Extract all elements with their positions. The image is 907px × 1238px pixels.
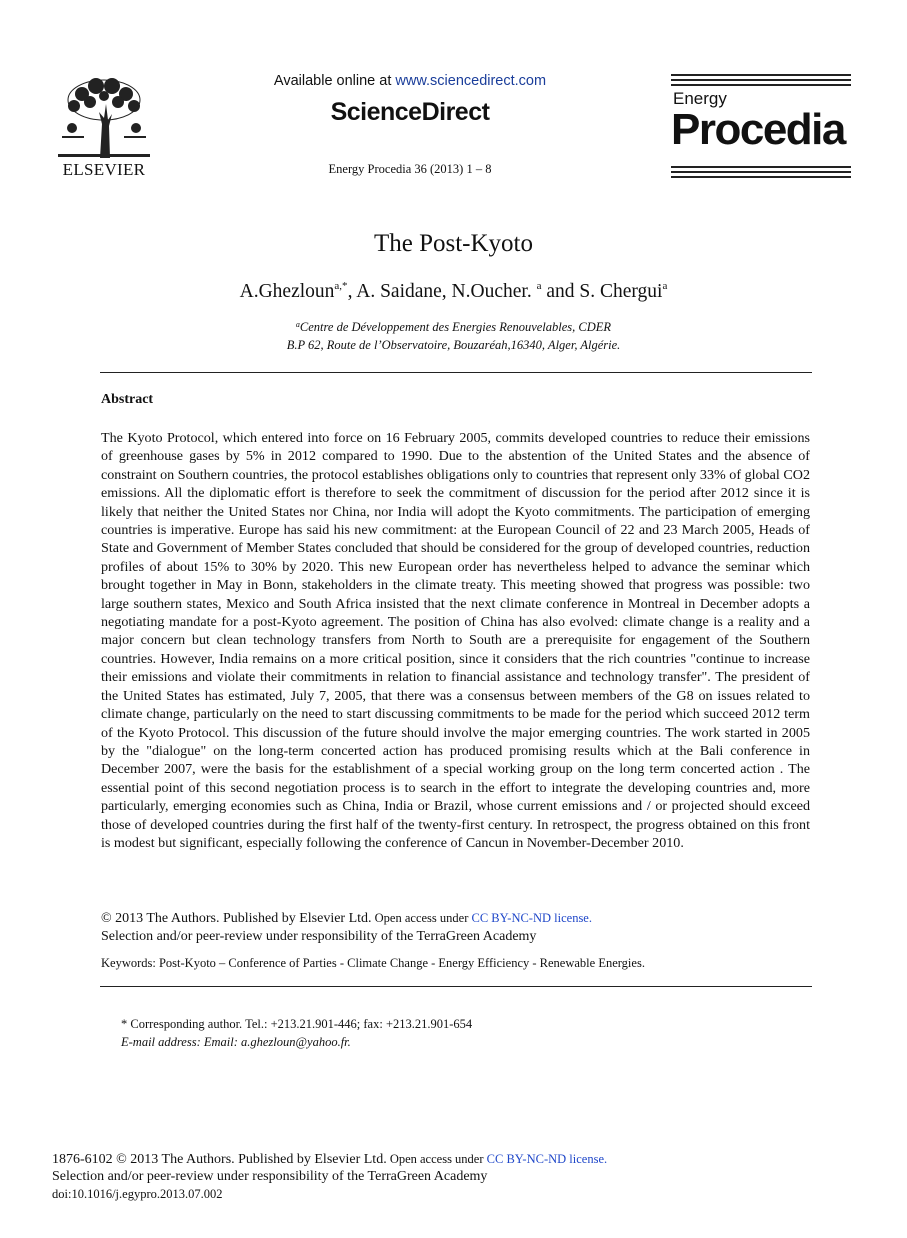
journal-logo-large: Procedia (671, 105, 845, 154)
abstract-text: The Kyoto Protocol, which entered into force on 16 February 2005, commits developed countries to reduce their emissions of greenhouse gases by 5% in 2012 compared to 1990. Due to the abstention of the United States and the absence of constraint on Southern countries, the protocol establishes obligations only to countries that represent only 33% of global CO2 emissions. All the diplomatic effort is therefore to seek the commitment of discussion for the period after 2012 since it is likely that neither the United States nor China, nor India will adopt the Kyoto commitments. The participation of emerging countries is imperative. Europe has said his new commitment: at the European Council of 22 and 23 March 2005, Heads of State and Government of Member States concluded that should be considered for the group of developed countries, reduction profiles of about 15% to 30% by 2020. This new European order has nevertheless helped to advance the seminar which brought together in May in Bonn, stakeholders in the climate treaty. This meeting showed that progress was possible: two large southern states, Mexico and South Africa insisted that the next climate conference in Montreal in December adopts a negotiating mandate for a post-Kyoto agreement. The position of China has also evolved: climate change is a reality and a major concern but clean technology transfers from North to South are a prerequisite for engagement of the Southern countries. However, India remains on a more critical position, since it considers that the rich countries "continue to increase their emissions and violate their commitments in relation to financial assistance and technology transfer". The president of the United States has estimated, July 7, 2005, that there was a consensus between members of the G8 on issues related to climate change, particularly on the need to start discussing commitments to be made for the period which succeed 2012 term of the Kyoto Protocol. This discussion of the future should involve the major emerging countries. The work started in 2005 by the "dialogue" on the long-term concerted action has produced promising results which at the Bali conference in December 2007, were the basis for the establishment of a special working group on the long term concerted action . The essential point of this second negotiation process is to search in the effort to integrate the developing countries and, more particularly, emerging economies such as China, India or Brazil, whose current emissions and / or projected should exceed those of developed countries during the first half of the twenty-first century. In retrospect, the progress obtained on this front is modest but significant, especially following the conference of Cancun in November-December 2010. (101, 430, 810, 851)
footer-peer-review: Selection and/or peer-review under responsibility of the TerraGreen Academy (52, 1169, 488, 1184)
journal-logo (671, 74, 851, 178)
copyright-text: © 2013 The Authors. Published by Elsevier Ltd. (101, 911, 372, 926)
author-1-affiliation-mark: a,* (334, 280, 348, 292)
affiliation-line-2: B.P 62, Route de l’Observatoire, Bouzaréah,16340, Alger, Algérie. (286, 338, 621, 352)
affiliation-name: Centre de Développement des Energies Renouvelables, CDER (299, 320, 612, 334)
journal-logo-small: Energy (673, 89, 727, 108)
copyright-line-1 (101, 909, 592, 928)
footer-license-link[interactable]: CC BY-NC-ND license. (486, 1152, 608, 1166)
elsevier-tree-icon (52, 74, 156, 160)
author-4-affiliation-mark: a (662, 280, 668, 292)
author-1: A.Ghezloun (239, 281, 335, 302)
copyright-notice (101, 909, 592, 946)
abstract-heading: Abstract (101, 392, 154, 407)
author-list (100, 281, 807, 303)
footer-open-access: Open access under (386, 1152, 487, 1166)
footer-copyright (52, 1152, 607, 1168)
elsevier-logo (52, 74, 156, 180)
keywords: Keywords: Post-Kyoto – Conference of Parties - Climate Change - Energy Efficiency - Renewable Energies. (101, 956, 645, 970)
footer-issn-copyright: 1876-6102 © 2013 The Authors. Published by Elsevier Ltd. (52, 1152, 387, 1167)
open-access-text: Open access under (371, 911, 472, 925)
available-prefix: Available online at (273, 73, 396, 89)
corresponding-author: * Corresponding author. Tel.: +213.21.901-446; fax: +213.21.901-654 (121, 1017, 473, 1031)
sciencedirect-brand: ScienceDirect (330, 98, 490, 126)
license-link[interactable]: CC BY-NC-ND license. (471, 911, 592, 925)
affiliation-line-1 (100, 320, 807, 335)
divider-bottom (100, 986, 812, 987)
author-2-3: , A. Saidane, N.Oucher. (347, 281, 532, 302)
available-online (200, 73, 620, 89)
affiliation-mark: a (295, 320, 300, 329)
footer-doi[interactable]: doi:10.1016/j.egypro.2013.07.002 (52, 1187, 223, 1201)
email-address: E-mail address: Email: a.ghezloun@yahoo.fr. (121, 1035, 351, 1049)
sciencedirect-link[interactable]: www.sciencedirect.com (395, 73, 547, 89)
author-3-affiliation-mark: a (536, 280, 542, 292)
journal-reference: Energy Procedia 36 (2013) 1 – 8 (328, 162, 492, 176)
author-4: and S. Chergui (546, 281, 663, 302)
paper-title: The Post-Kyoto (373, 230, 534, 257)
divider-top (100, 372, 812, 373)
peer-review-line: Selection and/or peer-review under responsibility of the TerraGreen Academy (101, 929, 537, 944)
publisher-name: ELSEVIER (62, 160, 146, 179)
